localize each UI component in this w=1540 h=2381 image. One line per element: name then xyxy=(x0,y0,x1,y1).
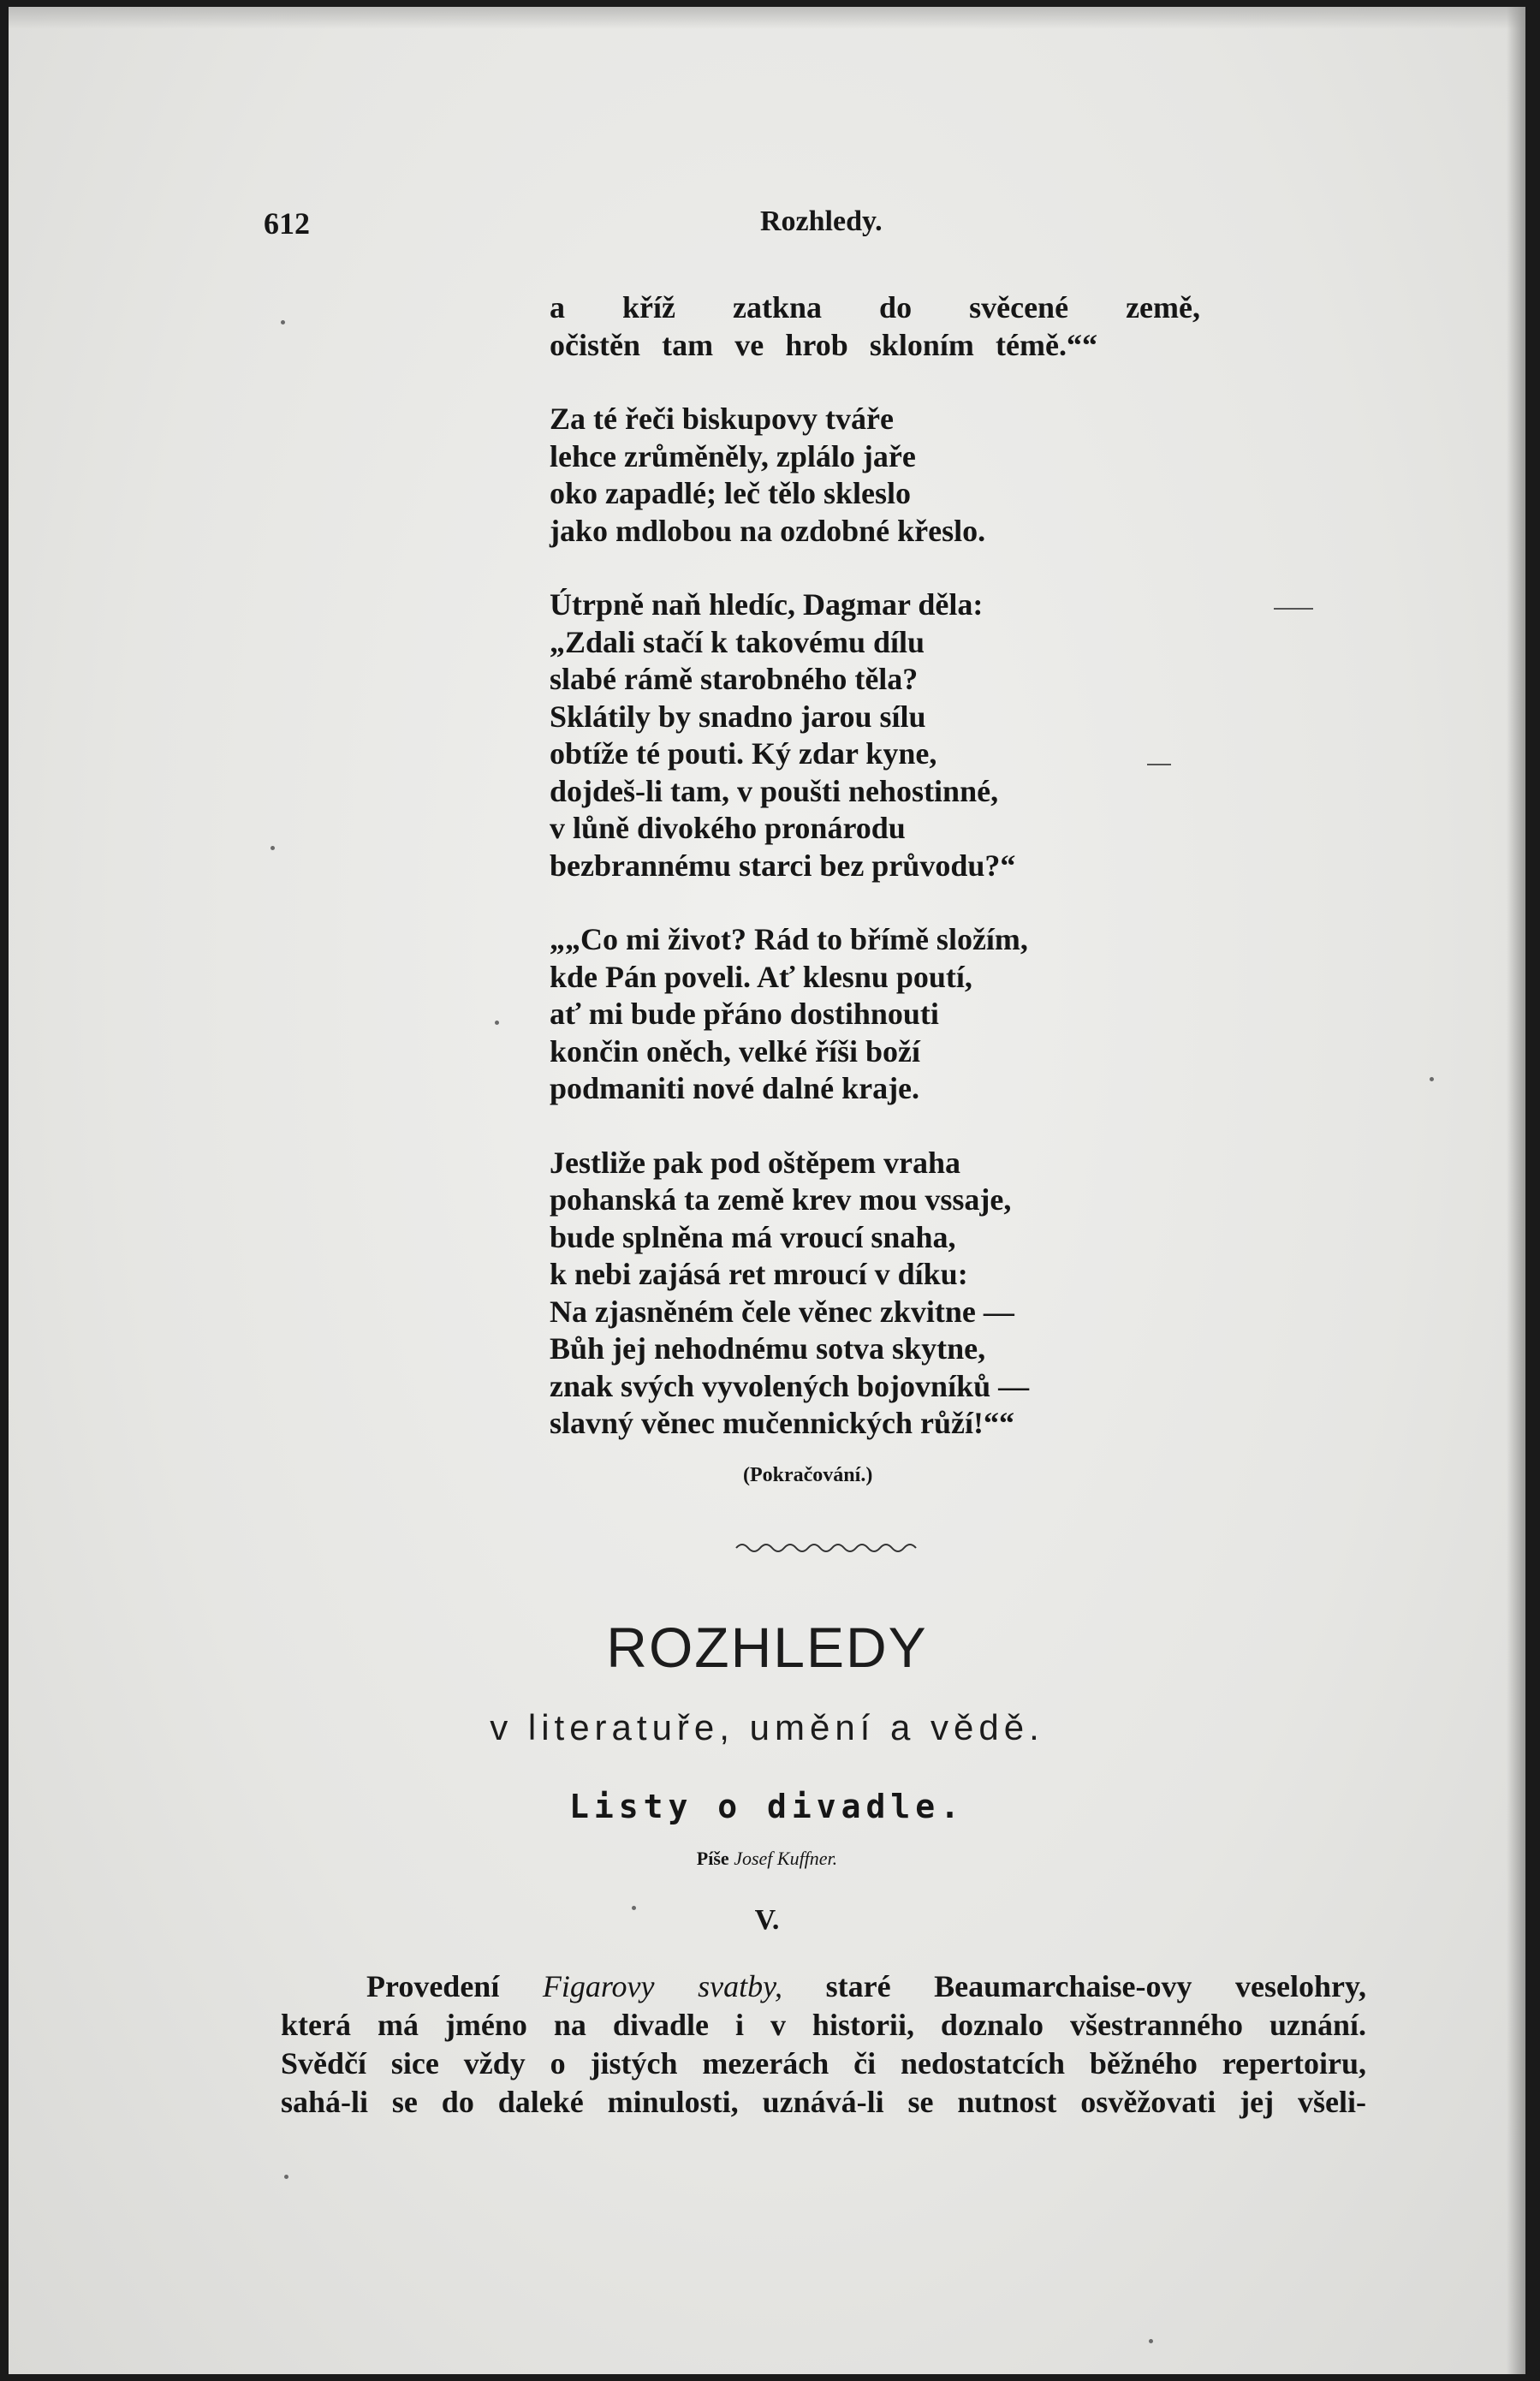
scan-speck xyxy=(284,2175,288,2179)
body-text-segment: Provedení xyxy=(366,1969,500,2003)
scan-speck xyxy=(495,1021,499,1025)
verse-line: Jestliže pak pod oštěpem vraha xyxy=(550,1145,960,1180)
article-title: Listy o divadle. xyxy=(568,1788,966,1825)
verse-line: Za té řeči biskupovy tváře xyxy=(550,402,894,436)
verse-line: „Zdali stačí k takovému dílu xyxy=(550,624,925,659)
body-line: která má jméno na divadle i v historii, doznalo všestranného uznání. xyxy=(281,2008,1366,2042)
scan-shadow-right xyxy=(1507,7,1525,2374)
stanza xyxy=(550,1145,1200,1443)
byline-prefix: Píše xyxy=(696,1848,729,1869)
stanza xyxy=(550,586,1200,884)
verse-line: obtíže té pouti. Ký zdar kyne, xyxy=(550,736,937,771)
verse-line: oko zapadlé; leč tělo skleslo xyxy=(550,476,911,510)
continued-note: (Pokračování.) xyxy=(743,1464,873,1486)
scanned-page xyxy=(9,7,1525,2374)
author-name: Josef Kuffner. xyxy=(734,1848,838,1869)
stanza xyxy=(550,921,1200,1108)
body-line: sahá-li se do daleké minulosti, uznává-li se nutnost osvěžovati jej všeli- xyxy=(281,2085,1366,2119)
article-number: V. xyxy=(754,1904,780,1936)
margin-mark xyxy=(1147,764,1171,765)
byline xyxy=(9,1848,1525,1870)
body-line xyxy=(281,1967,1366,2006)
verse-line: slabé rámě starobného těla? xyxy=(550,662,919,696)
scan-speck xyxy=(1430,1077,1434,1081)
verse-line: Útrpně naň hledíc, Dagmar děla: xyxy=(550,587,984,622)
wavy-divider xyxy=(734,1538,923,1558)
verse-line: „„Co mi život? Rád to břímě složím, xyxy=(550,922,1028,956)
poem xyxy=(550,289,1200,1479)
verse-line: znak svých vyvolených bojovníků — xyxy=(550,1368,1030,1403)
verse-line: k nebi zajásá ret mroucí v díku: xyxy=(550,1257,968,1291)
verse-line: lehce zrůměněly, zplálo jaře xyxy=(550,438,916,473)
verse-line: bude splněna má vroucí snaha, xyxy=(550,1219,956,1254)
verse-line: očistěn tam ve hrob skloním témě.““ xyxy=(550,327,1097,362)
page-number: 612 xyxy=(264,206,310,241)
verse-line: končin oněch, velké říši boží xyxy=(550,1033,921,1068)
body-text-segment: staré Beaumarchaise-ovy veselohry, xyxy=(825,1969,1366,2003)
verse-line: Na zjasněném čele věnec zkvitne — xyxy=(550,1294,1014,1329)
section-subtitle: v literatuře, umění a vědě. xyxy=(490,1707,1044,1747)
running-title: Rozhledy. xyxy=(760,205,883,237)
running-head xyxy=(9,205,1525,248)
scan-speck xyxy=(632,1906,636,1910)
scan-speck xyxy=(271,846,275,850)
margin-mark xyxy=(1274,608,1313,610)
verse-line: kde Pán poveli. Ať klesnu poutí, xyxy=(550,959,972,994)
verse-line: podmaniti nové dalné kraje. xyxy=(550,1071,920,1105)
section-title: ROZHLEDY xyxy=(606,1616,928,1679)
verse-line: jako mdlobou na ozdobné křeslo. xyxy=(550,513,986,548)
scan-speck xyxy=(1149,2339,1153,2343)
body-line: Svědčí sice vždy o jistých mezerách či nedostatcích běžného repertoiru, xyxy=(281,2046,1366,2080)
verse-line: dojdeš-li tam, v poušti nehostinné, xyxy=(550,773,999,808)
verse-line: Bůh jej nehodnému sotva skytne, xyxy=(550,1331,986,1366)
verse-line: v lůně divokého pronárodu xyxy=(550,811,906,845)
stanza xyxy=(550,401,1200,550)
scan-shadow-top xyxy=(9,7,1525,29)
verse-line: ať mi bude přáno dostihnouti xyxy=(550,997,939,1031)
verse-line: slavný věnec mučennických růží!““ xyxy=(550,1406,1014,1440)
verse-line: Sklátily by snadno jarou sílu xyxy=(550,699,926,734)
stanza xyxy=(550,289,1200,364)
scan-speck xyxy=(281,320,285,324)
verse-line: a kříž zatkna do svěcené země, xyxy=(550,290,1200,324)
verse-line: pohanská ta země krev mou vssaje, xyxy=(550,1182,1012,1217)
verse-line: bezbrannému starci bez průvodu?“ xyxy=(550,848,1016,883)
article-body xyxy=(281,1967,1366,2122)
play-title: Figarovy svatby, xyxy=(542,1969,783,2003)
